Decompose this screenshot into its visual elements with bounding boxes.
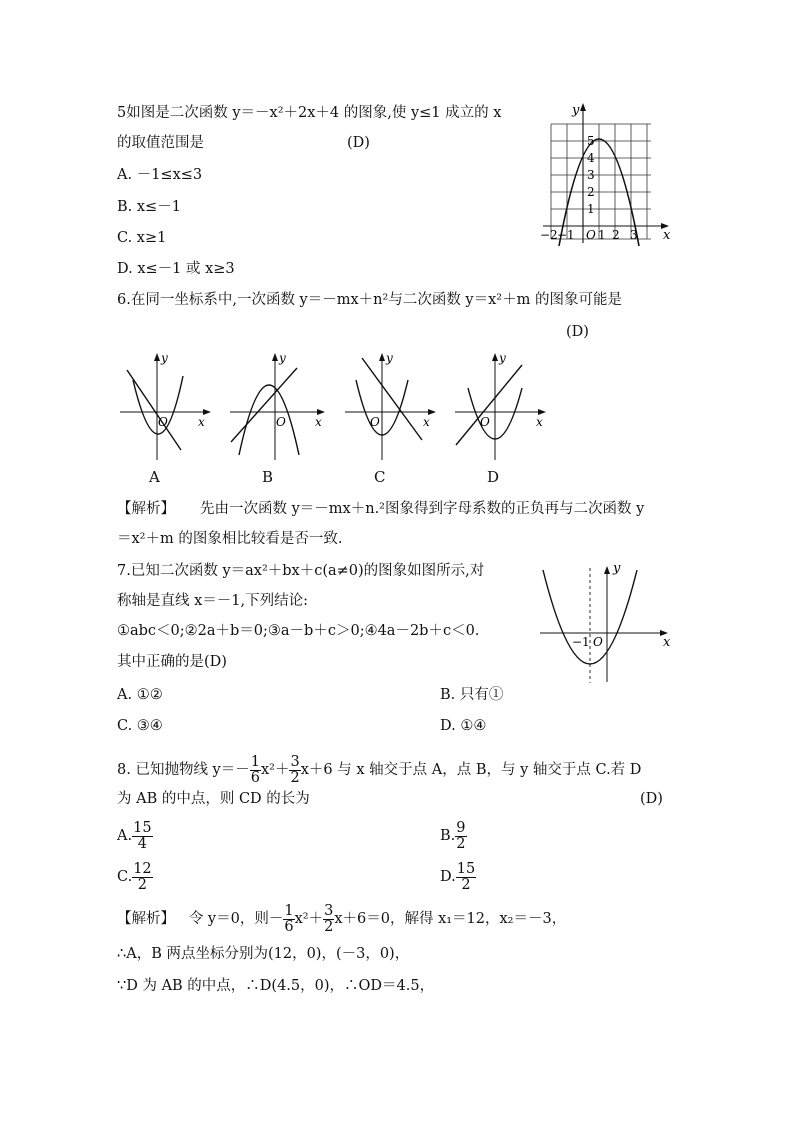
q8-option-b xyxy=(440,817,467,855)
q6-label-a: A xyxy=(149,468,160,486)
q6-c-x-label: x xyxy=(423,415,430,429)
q8-frac2-den: 2 xyxy=(290,769,300,786)
q5-stem-line2: 的取值范围是 xyxy=(117,135,204,151)
q6-stem: 6.在同一坐标系中,一次函数 y＝－mx＋n²与二次函数 y＝x²＋m 的图象可能是 xyxy=(117,292,622,308)
q8-afrac1-num: 1 xyxy=(284,902,294,919)
q7-y-label: y xyxy=(613,561,621,576)
q6-analysis-line1: 先由一次函数 y＝－mx＋n.²图象得到字母系数的正负再与二次函数 y xyxy=(200,501,645,517)
q8-afrac2-den: 2 xyxy=(324,918,334,935)
q8-stem-line2: 为 AB 的中点，则 CD 的长为 xyxy=(117,791,310,807)
q7-parabola-graph xyxy=(535,560,675,685)
q7-tick-label: −1 xyxy=(572,635,590,649)
q6-label-b: B xyxy=(262,468,274,486)
q6-c-y-label: y xyxy=(386,351,393,365)
q8-afrac1 xyxy=(283,904,294,935)
q8-answer: (D) xyxy=(640,791,663,807)
q8-stem-line1 xyxy=(117,753,641,787)
q8-option-a-den: 4 xyxy=(137,835,147,852)
q8-option-a xyxy=(117,817,153,855)
q5-stem-line1: 5如图是二次函数 y＝－x²＋2x＋4 的图象,使 y≤1 成立的 x xyxy=(117,105,502,121)
q5-xtick-2: 2 xyxy=(612,228,620,242)
q8-frac1-den: 6 xyxy=(250,769,260,786)
q5-ytick-4: 4 xyxy=(587,151,595,165)
q7-stem-line4: 其中正确的是(D) xyxy=(117,654,227,670)
q8-option-b-frac xyxy=(455,821,466,852)
q5-grid xyxy=(551,124,651,239)
q6-a-x-label: x xyxy=(198,415,205,429)
q6-answer: (D) xyxy=(566,324,589,340)
q5-y-arrow xyxy=(580,103,586,111)
q7-x-label: x xyxy=(663,635,671,650)
q8-option-b-den: 2 xyxy=(456,835,466,852)
q6-c-origin: O xyxy=(370,415,380,429)
q7-stem-line2: 称轴是直线 x＝－1,下列结论: xyxy=(117,593,309,609)
q8-option-a-frac xyxy=(132,821,152,852)
q5-ytick-5: 5 xyxy=(587,134,595,148)
q8-option-c-num: 12 xyxy=(133,860,152,877)
q8-analysis-mid1: x²＋ xyxy=(294,911,324,927)
q6-analysis-line2: ＝x²＋m 的图象相比较看是否一致. xyxy=(117,531,343,547)
q6-graph-d xyxy=(450,350,550,465)
q7-stem-line1: 7.已知二次函数 y＝ax²＋bx＋c(a≠0)的图象如图所示,对 xyxy=(117,563,485,579)
q6-label-d: D xyxy=(487,468,500,486)
q8-afrac2-num: 3 xyxy=(324,902,334,919)
q5-origin-label: O xyxy=(586,228,596,242)
q7-origin-label: O xyxy=(593,635,603,649)
q8-frac2 xyxy=(289,755,300,786)
q6-graph-c xyxy=(340,350,440,465)
q6-graph-a xyxy=(115,350,215,465)
q5-option-a: A. －1≤x≤3 xyxy=(117,167,203,183)
q8-stem-mid1: x²＋ xyxy=(260,762,290,778)
q8-option-b-label: B. xyxy=(440,828,456,844)
q5-y-label: y xyxy=(572,103,580,118)
q5-parabola-graph xyxy=(535,98,675,248)
q8-option-d-den: 2 xyxy=(461,876,471,893)
q5-option-d: D. x≤－1 或 x≥3 xyxy=(117,261,235,277)
q8-analysis-prefix: 令 y＝0，则－ xyxy=(188,911,284,927)
q7-option-c: C. ③④ xyxy=(117,718,163,734)
q8-analysis-mid2: x＋6＝0，解得 x₁＝12，x₂＝－3， xyxy=(334,911,567,927)
q6-label-c: C xyxy=(374,468,386,486)
q8-frac1-num: 1 xyxy=(250,753,260,770)
q5-xtick-n1: −1 xyxy=(557,228,575,242)
q8-option-c-den: 2 xyxy=(137,876,148,893)
q5-x-label: x xyxy=(663,228,671,243)
q6-b-y-label: y xyxy=(279,351,286,365)
q8-option-d xyxy=(440,858,476,896)
q8-option-d-num: 15 xyxy=(456,860,476,877)
q6-graph-b xyxy=(225,350,330,465)
q7-stem-line3: ①abc＜0;②2a＋b＝0;③a－b＋c＞0;④4a－2b＋c＜0. xyxy=(117,623,480,639)
q8-option-d-frac xyxy=(456,862,476,893)
q8-afrac2 xyxy=(323,904,334,935)
q6-a-origin: O xyxy=(158,415,168,429)
q8-analysis-line3: ∵D 为 AB 的中点，∴D(4.5，0)，∴OD＝4.5， xyxy=(117,978,435,994)
q8-stem-mid2: x＋6 与 x 轴交于点 A，点 B，与 y 轴交于点 C.若 D xyxy=(300,762,642,778)
q8-analysis-line2: ∴A，B 两点坐标分别为(12，0)，(－3，0)， xyxy=(117,946,410,962)
q6-analysis-tag: 【解析】 xyxy=(117,501,175,517)
q8-option-d-label: D. xyxy=(440,869,456,885)
q5-ytick-1: 1 xyxy=(587,202,595,216)
q5-ytick-3: 3 xyxy=(587,168,595,182)
q8-option-a-num: 15 xyxy=(133,819,152,836)
q8-option-c xyxy=(117,858,153,896)
q8-option-b-num: 9 xyxy=(456,819,466,836)
q6-d-origin: O xyxy=(480,415,490,429)
q5-xtick-n2: −2 xyxy=(540,228,558,242)
q6-d-x-label: x xyxy=(536,415,543,429)
q8-analysis-tag: 【解析】 xyxy=(117,911,175,927)
q8-stem-prefix: 8. 已知抛物线 y＝－ xyxy=(117,762,250,778)
q6-b-x-label: x xyxy=(315,415,322,429)
q7-option-a: A. ①② xyxy=(117,687,163,703)
q5-option-c: C. x≥1 xyxy=(117,230,167,246)
q5-answer: (D) xyxy=(347,135,370,151)
q5-ytick-2: 2 xyxy=(587,185,595,199)
q8-frac2-num: 3 xyxy=(290,753,300,770)
q8-frac1 xyxy=(250,755,261,786)
q6-d-y-label: y xyxy=(499,351,506,365)
q8-option-c-frac xyxy=(132,862,152,893)
q5-xtick-1: 1 xyxy=(598,228,606,242)
q5-option-b: B. x≤－1 xyxy=(117,199,181,215)
q8-analysis-line1 xyxy=(117,902,566,936)
q6-b-origin: O xyxy=(276,415,286,429)
q8-afrac1-den: 6 xyxy=(284,918,294,935)
q8-option-a-label: A. xyxy=(117,828,133,844)
q5-xtick-3: 3 xyxy=(630,228,638,242)
q7-option-d: D. ①④ xyxy=(440,718,487,734)
q8-option-c-label: C. xyxy=(117,869,133,885)
q6-a-y-label: y xyxy=(161,351,168,365)
q7-option-b: B. 只有① xyxy=(440,687,504,703)
